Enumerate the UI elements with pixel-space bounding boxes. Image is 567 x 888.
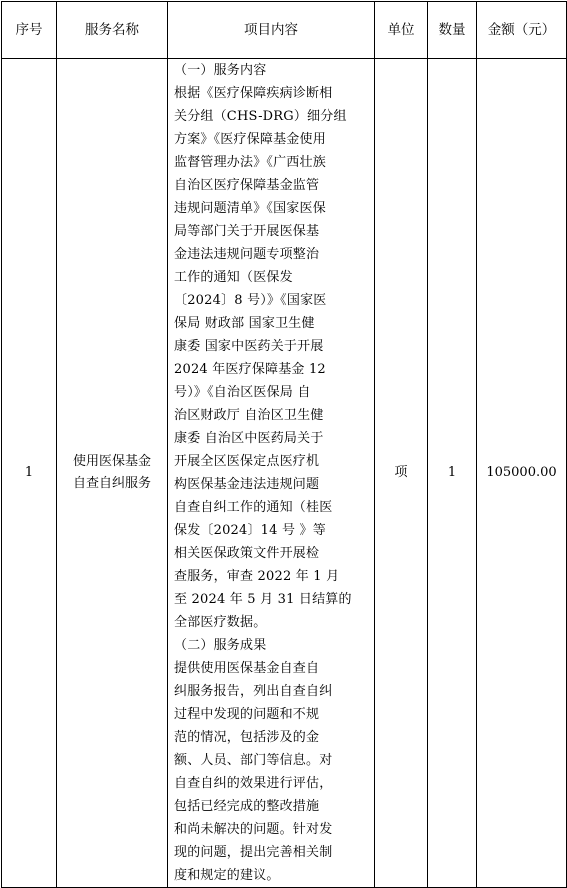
service-name-line: 使用医保基金 <box>72 454 151 469</box>
content-line: 构医保基金违法违规问题 <box>174 477 320 492</box>
content-line: 查服务，审查 2022 年 1 月 <box>174 569 340 584</box>
row-quantity: 1 <box>428 59 477 888</box>
header-row <box>2 2 567 59</box>
content-line: 违规问题清单》《国家医保 <box>174 201 326 216</box>
content-line: 监督管理办法》《广西壮族 <box>174 155 326 170</box>
content-line: 2024 年医疗保障基金 12 <box>174 362 326 377</box>
content-line: 方案》《医疗保障基金使用 <box>174 132 326 147</box>
content-line: 和尚未解决的问题。针对发 <box>174 822 333 837</box>
content-line: （一）服务内容 <box>174 63 267 78</box>
content-line: 至 2024 年 5 月 31 日结算的 <box>174 592 352 607</box>
content-line: 纠服务报告，列出自查自纠 <box>174 684 333 699</box>
header-amount: 金额（元） <box>477 2 567 59</box>
content-line: 金违法违规问题专项整治 <box>174 247 320 262</box>
row-unit: 项 <box>375 59 428 888</box>
header-quantity: 数量 <box>428 2 477 59</box>
row-amount: 105000.00 <box>477 59 567 888</box>
service-table <box>1 1 567 888</box>
content-line: 包括已经完成的整改措施 <box>174 799 320 814</box>
row-project-content <box>168 59 375 888</box>
header-project-content: 项目内容 <box>168 2 375 59</box>
content-line: 康委 国家中医药关于开展 <box>174 339 324 354</box>
content-line: 局等部门关于开展医保基 <box>174 224 320 239</box>
content-line: 康委 自治区中医药局关于 <box>174 431 324 446</box>
content-line: 号）》《自治区医保局 自 <box>174 385 311 400</box>
content-line: 提供使用医保基金自查自 <box>174 661 320 676</box>
content-line: 治区财政厅 自治区卫生健 <box>174 408 324 423</box>
content-line: 现的问题，提出完善相关制 <box>174 845 333 860</box>
content-line: 相关医保政策文件开展检 <box>174 546 320 561</box>
content-line: 根据《医疗保障疾病诊断相 <box>174 86 333 101</box>
content-line: 自治区医疗保障基金监管 <box>174 178 320 193</box>
content-line: （二）服务成果 <box>174 638 267 653</box>
table-row <box>2 59 567 888</box>
content-line: 保局 财政部 国家卫生健 <box>174 316 315 331</box>
row-seq: 1 <box>2 59 57 888</box>
content-line: 范的情况，包括涉及的金 <box>174 730 320 745</box>
header-service-name: 服务名称 <box>57 2 168 59</box>
content-line: 全部医疗数据。 <box>174 615 267 630</box>
content-line: 过程中发现的问题和不规 <box>174 707 320 722</box>
content-line: 自查自纠的效果进行评估， <box>174 776 333 791</box>
service-name-line: 自查自纠服务 <box>72 476 151 491</box>
content-line: 开展全区医保定点医疗机 <box>174 454 320 469</box>
content-line: 〔2024〕8 号）》《国家医 <box>174 293 327 308</box>
content-line: 度和规定的建议。 <box>174 868 280 883</box>
header-unit: 单位 <box>375 2 428 59</box>
content-line: 关分组（CHS-DRG）细分组 <box>174 109 347 124</box>
content-line: 自查自纠工作的通知（桂医 <box>174 500 333 515</box>
row-service-name <box>57 59 168 888</box>
content-line: 保发〔2024〕14 号 》等 <box>174 523 326 538</box>
header-seq: 序号 <box>2 2 57 59</box>
content-line: 工作的通知（医保发 <box>174 270 293 285</box>
content-line: 额、人员、部门等信息。对 <box>174 753 333 768</box>
